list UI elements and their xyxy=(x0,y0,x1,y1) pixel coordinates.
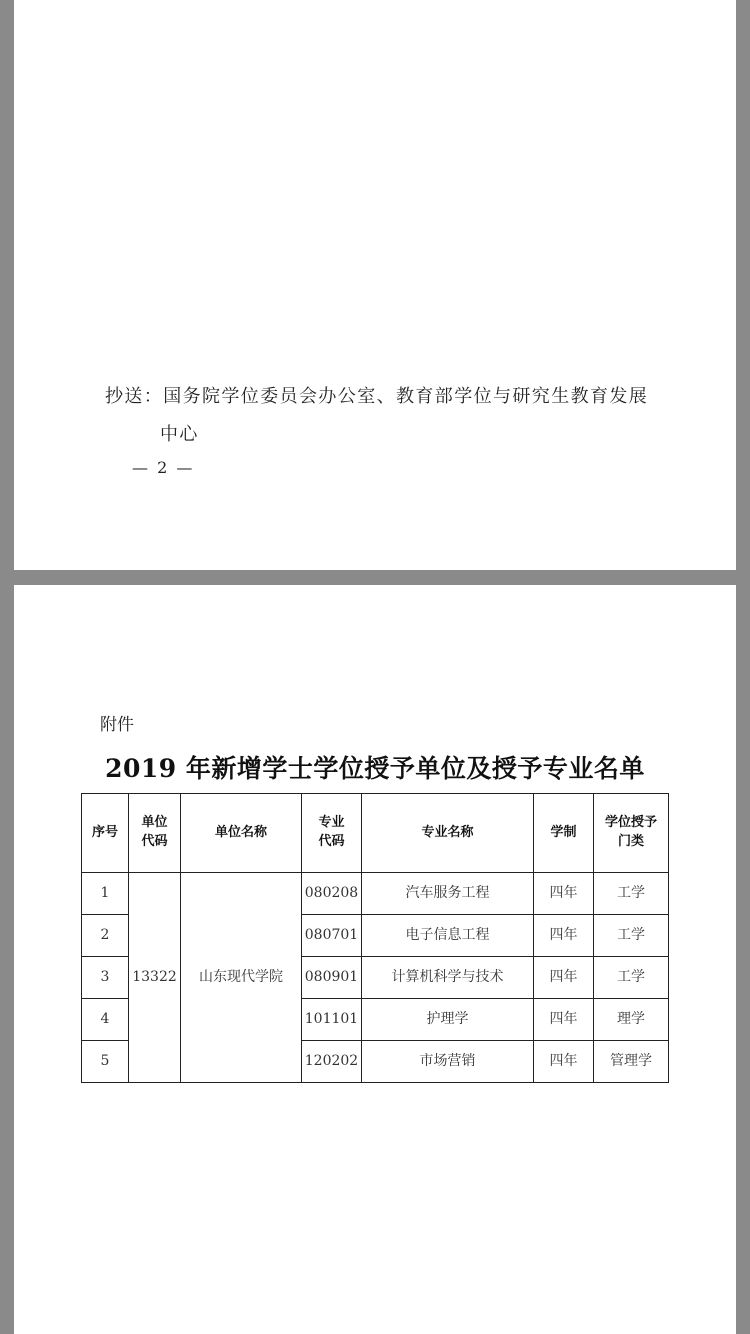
cell-major-name: 电子信息工程 xyxy=(362,915,534,957)
cell-seq: 3 xyxy=(82,957,129,999)
header-category-line1: 学位授予 xyxy=(604,815,657,831)
cell-category: 理学 xyxy=(594,999,669,1041)
cc-recipients-line2: 中心 xyxy=(160,424,199,445)
table-header-row xyxy=(82,794,669,873)
cell-major-name: 护理学 xyxy=(362,999,534,1041)
cc-recipients-line1: 国务院学位委员会办公室、教育部学位与研究生教育发展 xyxy=(163,386,649,407)
cell-seq: 4 xyxy=(82,999,129,1041)
degree-list-table xyxy=(81,793,669,1083)
cell-major-name: 计算机科学与技术 xyxy=(362,957,534,999)
cell-major-name: 市场营销 xyxy=(362,1041,534,1083)
page-number: — 2 — xyxy=(132,458,195,477)
cell-seq: 2 xyxy=(82,915,129,957)
document-page-2 xyxy=(14,0,736,570)
cell-major-code: 080901 xyxy=(302,957,362,999)
cell-category: 工学 xyxy=(594,873,669,915)
table-row xyxy=(82,873,669,915)
cell-major-name: 汽车服务工程 xyxy=(362,873,534,915)
attachment-label: 附件 xyxy=(100,715,134,735)
header-major-code xyxy=(302,794,362,873)
cell-duration: 四年 xyxy=(534,957,594,999)
cell-unit-code: 13322 xyxy=(129,873,181,1083)
cell-duration: 四年 xyxy=(534,915,594,957)
cc-line xyxy=(105,382,648,408)
header-duration: 学制 xyxy=(534,794,594,873)
document-page-attachment xyxy=(14,585,736,1334)
header-category-line2: 门类 xyxy=(617,834,644,849)
header-category xyxy=(594,794,669,873)
cell-category: 工学 xyxy=(594,957,669,999)
header-major-code-line2: 代码 xyxy=(318,834,345,849)
cell-duration: 四年 xyxy=(534,999,594,1041)
header-unit-name: 单位名称 xyxy=(181,794,302,873)
header-unit-code xyxy=(129,794,181,873)
header-major-code-line1: 专业 xyxy=(318,815,345,831)
cell-major-code: 080208 xyxy=(302,873,362,915)
header-seq: 序号 xyxy=(82,794,129,873)
cc-label: 抄送： xyxy=(105,386,164,407)
cell-seq: 1 xyxy=(82,873,129,915)
cell-duration: 四年 xyxy=(534,873,594,915)
cell-duration: 四年 xyxy=(534,1041,594,1083)
header-unit-code-line2: 代码 xyxy=(141,834,168,849)
cell-category: 工学 xyxy=(594,915,669,957)
cell-major-code: 080701 xyxy=(302,915,362,957)
document-title: 2019 年新增学士学位授予单位及授予专业名单 xyxy=(105,754,645,783)
cell-major-code: 120202 xyxy=(302,1041,362,1083)
header-major-name: 专业名称 xyxy=(362,794,534,873)
cell-category: 管理学 xyxy=(594,1041,669,1083)
cell-seq: 5 xyxy=(82,1041,129,1083)
cell-unit-name: 山东现代学院 xyxy=(181,873,302,1083)
header-unit-code-line1: 单位 xyxy=(141,815,168,831)
cell-major-code: 101101 xyxy=(302,999,362,1041)
